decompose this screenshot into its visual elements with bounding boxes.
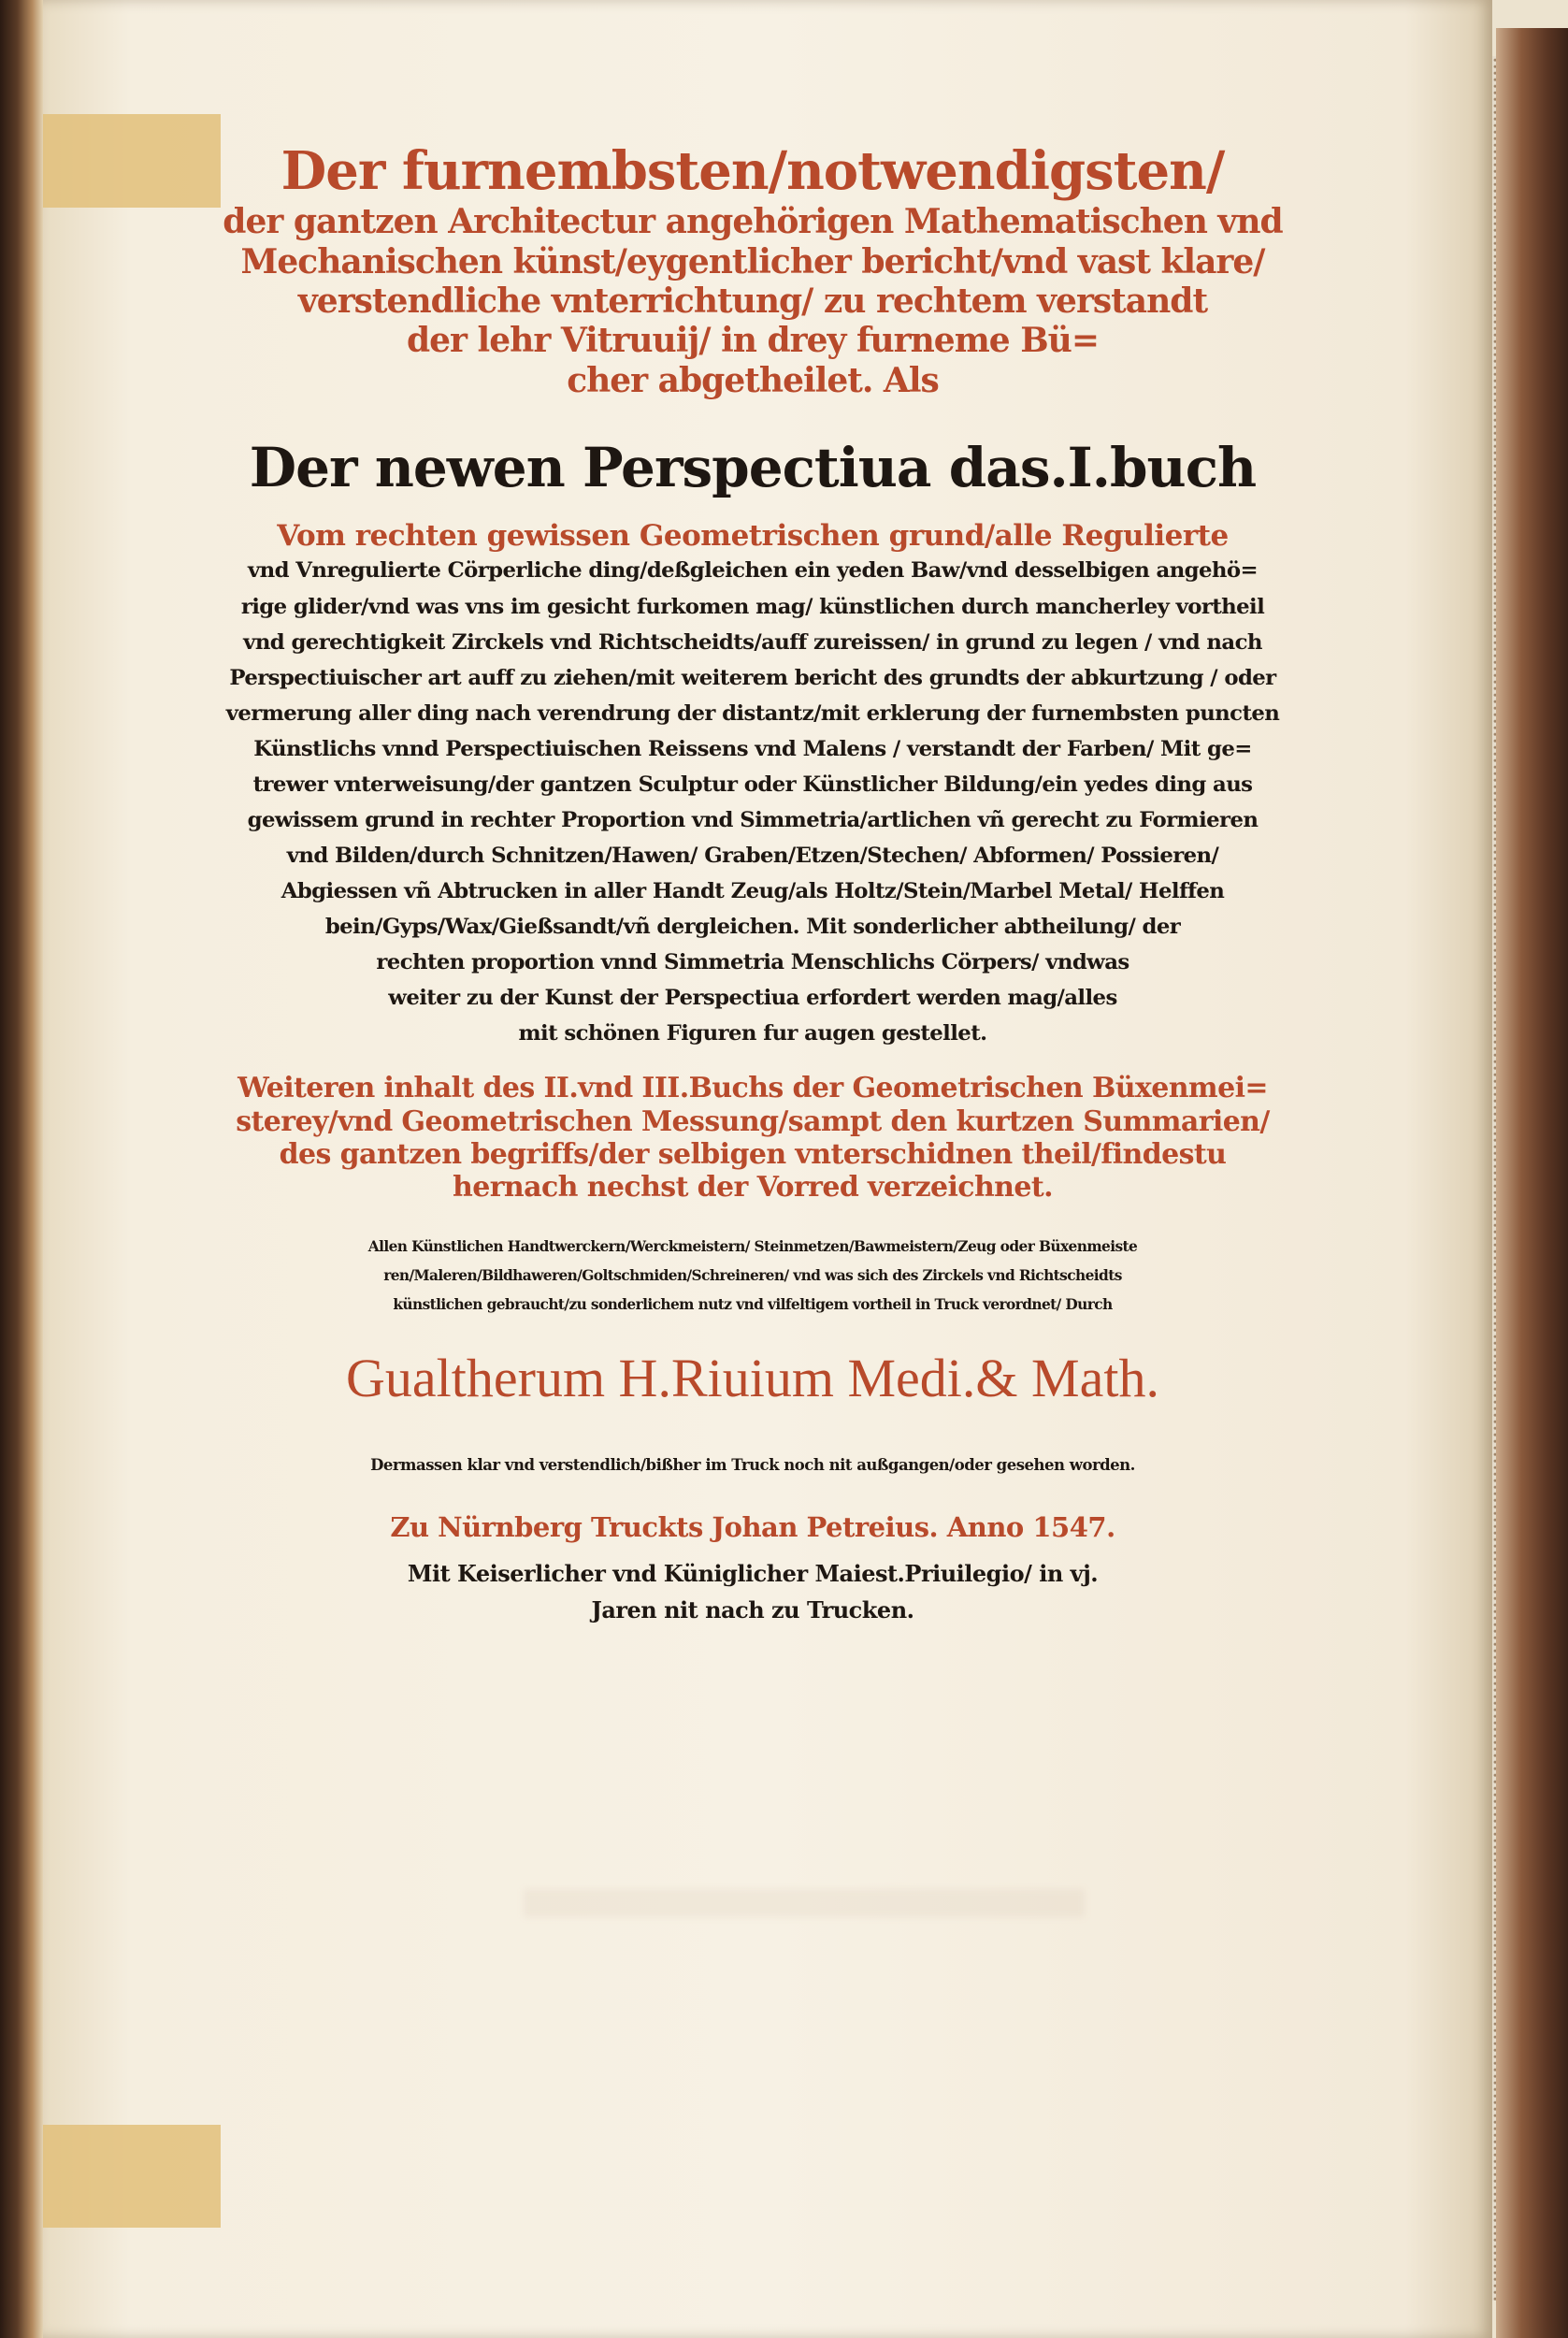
main-title bbox=[131, 140, 1374, 400]
section-line: hernach nechst der Vorred verzeichnet. bbox=[453, 1171, 1053, 1205]
body-line: vnd gerechtigkeit Zirckels vnd Richtscheidts/auff zureissen/ in grund zu legen / vnd nach bbox=[243, 629, 1262, 655]
body-line: trewer vnterweisung/der gantzen Sculptur oder Künstlicher Bildung/ein yedes ding aus bbox=[252, 772, 1253, 797]
body-line: vnd Bilden/durch Schnitzen/Hawen/ Graben/Etzen/Stechen/ Abformen/ Possieren/ bbox=[286, 843, 1219, 868]
title-line: Mechanischen künst/eygentlicher bericht/vnd vast klare/ bbox=[240, 241, 1265, 281]
dedication-line: Allen Künstlichen Handtwerckern/Werckmeistern/ Steinmetzen/Bawmeistern/Zeug oder Büxenmeiste bbox=[367, 1237, 1138, 1255]
book-binding bbox=[0, 0, 43, 2338]
description-block bbox=[131, 553, 1374, 1051]
book-heading: Der newen Perspectiua das.I.buch bbox=[249, 436, 1257, 500]
paper-tab-bottom bbox=[43, 2125, 221, 2228]
section-line: Weiteren inhalt des II.vnd III.Buchs der Geometrischen Büxenmei= bbox=[237, 1072, 1268, 1105]
title-line: der lehr Vitruuij/ in drey furneme Bü= bbox=[406, 321, 1099, 361]
body-line: rechten proportion vnnd Simmetria Menschlichs Cörpers/ vndwas bbox=[376, 950, 1129, 975]
title-line: Der furnembsten/notwendigsten/ bbox=[281, 140, 1225, 202]
dedication-line: künstlichen gebraucht/zu sonderlichem nutz vnd vilfeltigem vortheil in Truck verordnet/ Durch bbox=[393, 1295, 1113, 1313]
book-board bbox=[1496, 28, 1568, 2338]
body-line: Perspectiuischer art auff zu ziehen/mit weiterem bericht des grundts der abkurtzung / oder bbox=[229, 665, 1276, 690]
title-page-text bbox=[131, 140, 1374, 1628]
dedication bbox=[131, 1233, 1374, 1319]
body-line: rige glider/vnd was vns im gesicht furkomen mag/ künstlichen durch mancherley vortheil bbox=[240, 594, 1265, 619]
body-line: Abgiessen vñ Abtrucken in aller Handt Zeug/als Holtz/Stein/Marbel Metal/ Helffen bbox=[281, 879, 1225, 903]
show-through-text bbox=[524, 1889, 1085, 1917]
body-line: Künstlichs vnnd Perspectiuischen Reissens vnd Malens / verstandt der Farben/ Mit ge= bbox=[253, 736, 1252, 761]
body-line: vnd Vnregulierte Cörperliche ding/deßgleichen ein yeden Baw/vnd desselbigen angehö= bbox=[247, 558, 1259, 584]
title-line: der gantzen Architectur angehörigen Mathematischen vnd bbox=[223, 202, 1283, 242]
dedication-line: ren/Maleren/Bildhaweren/Goltschmiden/Schreineren/ vnd was sich des Zirckels vnd Richtscheidts bbox=[383, 1266, 1122, 1284]
title-line: verstendliche vnterrichtung/ zu rechtem verstandt bbox=[297, 281, 1208, 322]
body-line: vermerung aller ding nach verendrung der distantz/mit erklerung der furnembsten puncten bbox=[225, 700, 1280, 726]
body-line: gewissem grund in rechter Proportion vnd Simmetria/artlichen vñ gerecht zu Formieren bbox=[247, 807, 1259, 832]
publication-note: Dermassen klar vnd verstendlich/bißher im Truck noch nit außgangen/oder gesehen worden. bbox=[370, 1455, 1135, 1474]
book-subheading: Vom rechten gewissen Geometrischen grund/alle Regulierte bbox=[277, 518, 1229, 553]
body-line: weiter zu der Kunst der Perspectiua erfordert werden mag/alles bbox=[388, 986, 1117, 1011]
title-line: cher abgetheilet. Als bbox=[567, 360, 939, 400]
body-line: bein/Gyps/Wax/Gießsandt/vñ dergleichen. Mit sonderlicher abtheilung/ der bbox=[324, 915, 1181, 940]
further-contents bbox=[131, 1072, 1374, 1205]
author-name: Gualtherum H.Riuium Medi.& Math. bbox=[346, 1348, 1159, 1409]
section-line: des gantzen begriffs/der selbigen vnterschidnen theil/findestu bbox=[279, 1138, 1227, 1172]
imprint: Zu Nürnberg Truckts Johan Petreius. Anno 1547. bbox=[390, 1511, 1115, 1544]
privilege-line: Jaren nit nach zu Trucken. bbox=[591, 1595, 914, 1624]
privilege-line: Mit Keiserlicher vnd Küniglicher Maiest.Priuilegio/ in vj. bbox=[407, 1560, 1099, 1588]
privilege bbox=[131, 1556, 1374, 1628]
body-line: mit schönen Figuren fur augen gestellet. bbox=[518, 1021, 987, 1046]
section-line: sterey/vnd Geometrischen Messung/sampt den kurtzen Summarien/ bbox=[236, 1104, 1270, 1138]
